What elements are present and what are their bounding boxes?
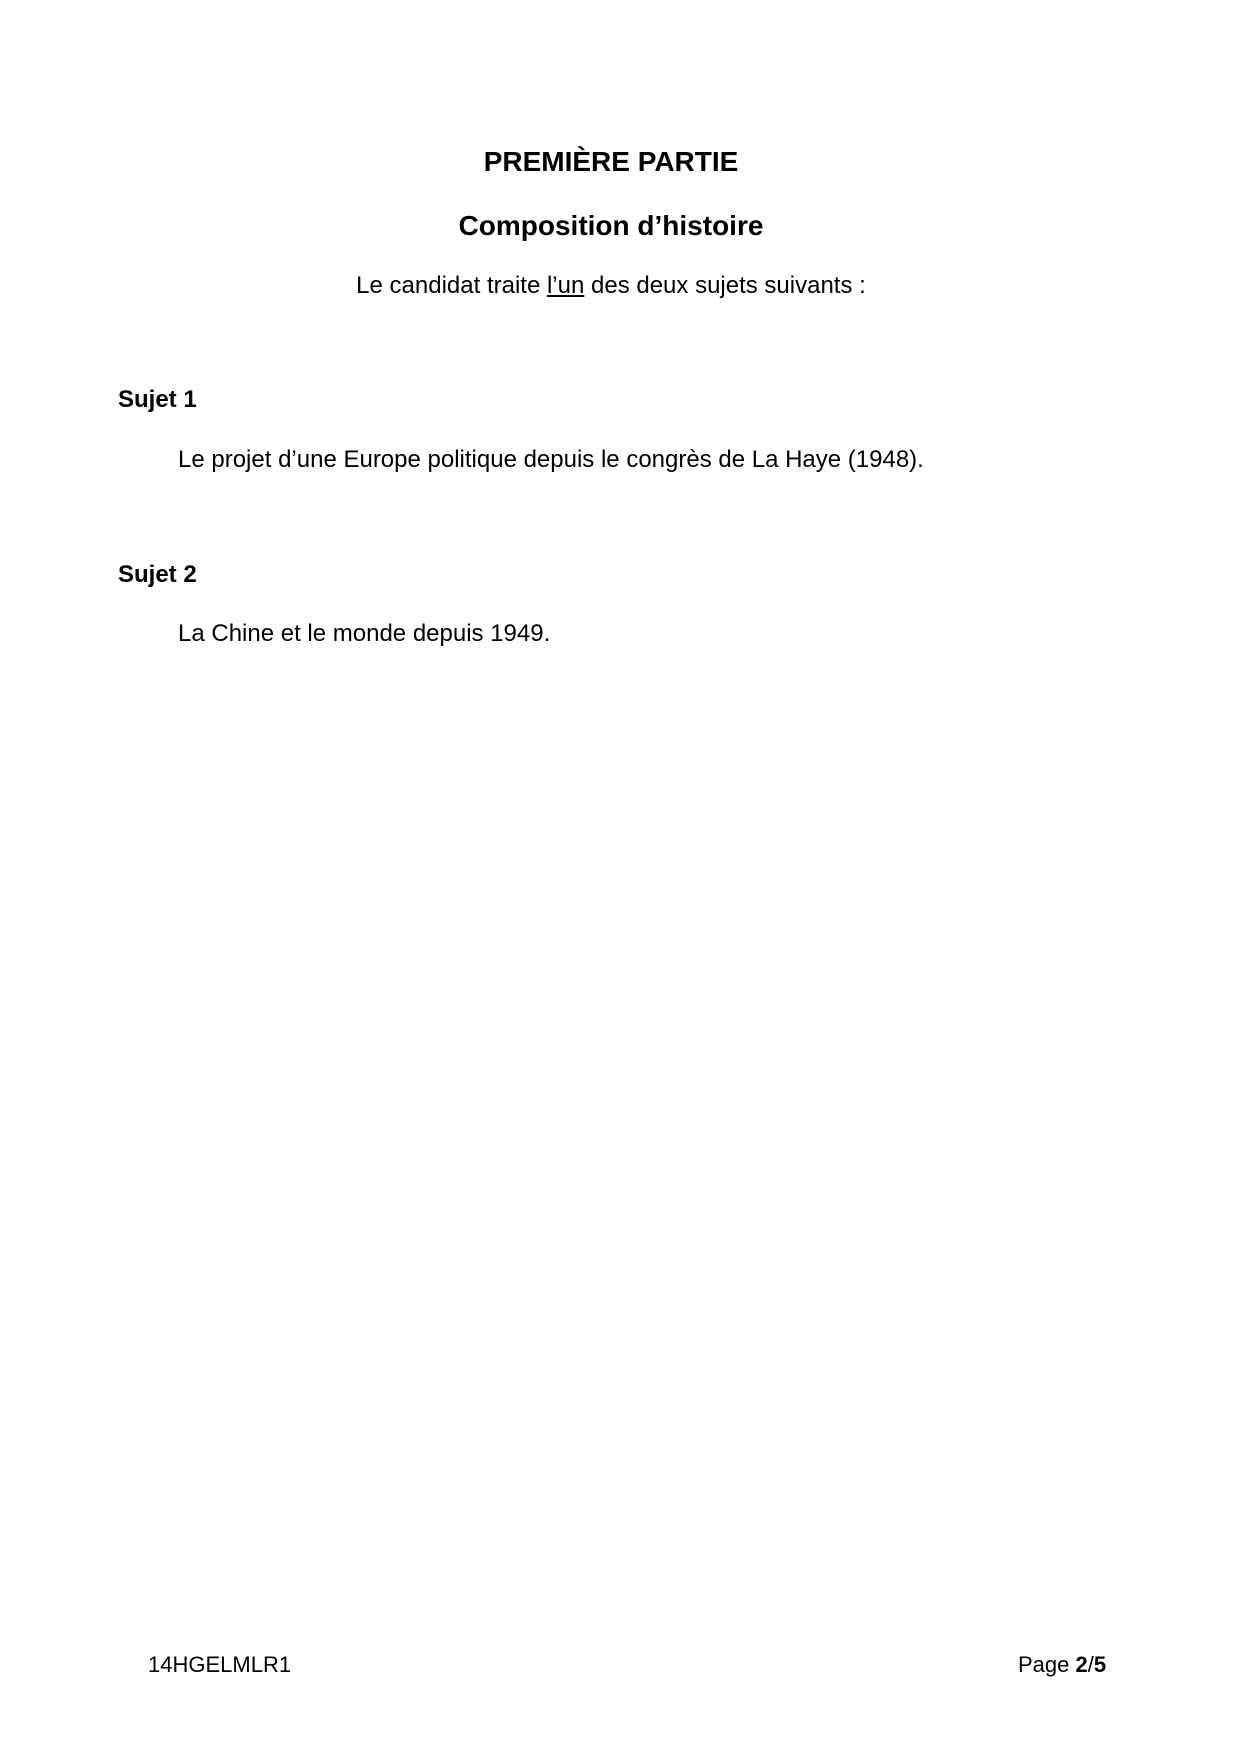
page-current: 2 bbox=[1075, 1652, 1088, 1677]
subject-2-text: La Chine et le monde depuis 1949. bbox=[178, 620, 551, 647]
document-code: 14HGELMLR1 bbox=[148, 1652, 292, 1677]
instruction-after: des deux sujets suivants : bbox=[584, 272, 866, 299]
section-title: Composition d’histoire bbox=[458, 210, 764, 241]
page-number bbox=[1018, 1652, 1106, 1678]
page-separator: / bbox=[1087, 1652, 1094, 1677]
subject-2-label: Sujet 2 bbox=[118, 561, 197, 588]
instruction-before: Le candidat traite bbox=[356, 272, 547, 299]
instruction-text bbox=[0, 272, 1222, 300]
instruction-emphasis: l’un bbox=[546, 272, 585, 299]
subject-1-text: Le projet d’une Europe politique depuis le congrès de La Haye (1948). bbox=[178, 446, 924, 473]
page-prefix: Page bbox=[1018, 1652, 1076, 1677]
page-total: 5 bbox=[1093, 1652, 1107, 1677]
part-title: PREMIÈRE PARTIE bbox=[483, 146, 739, 177]
subject-1-label: Sujet 1 bbox=[118, 386, 197, 413]
